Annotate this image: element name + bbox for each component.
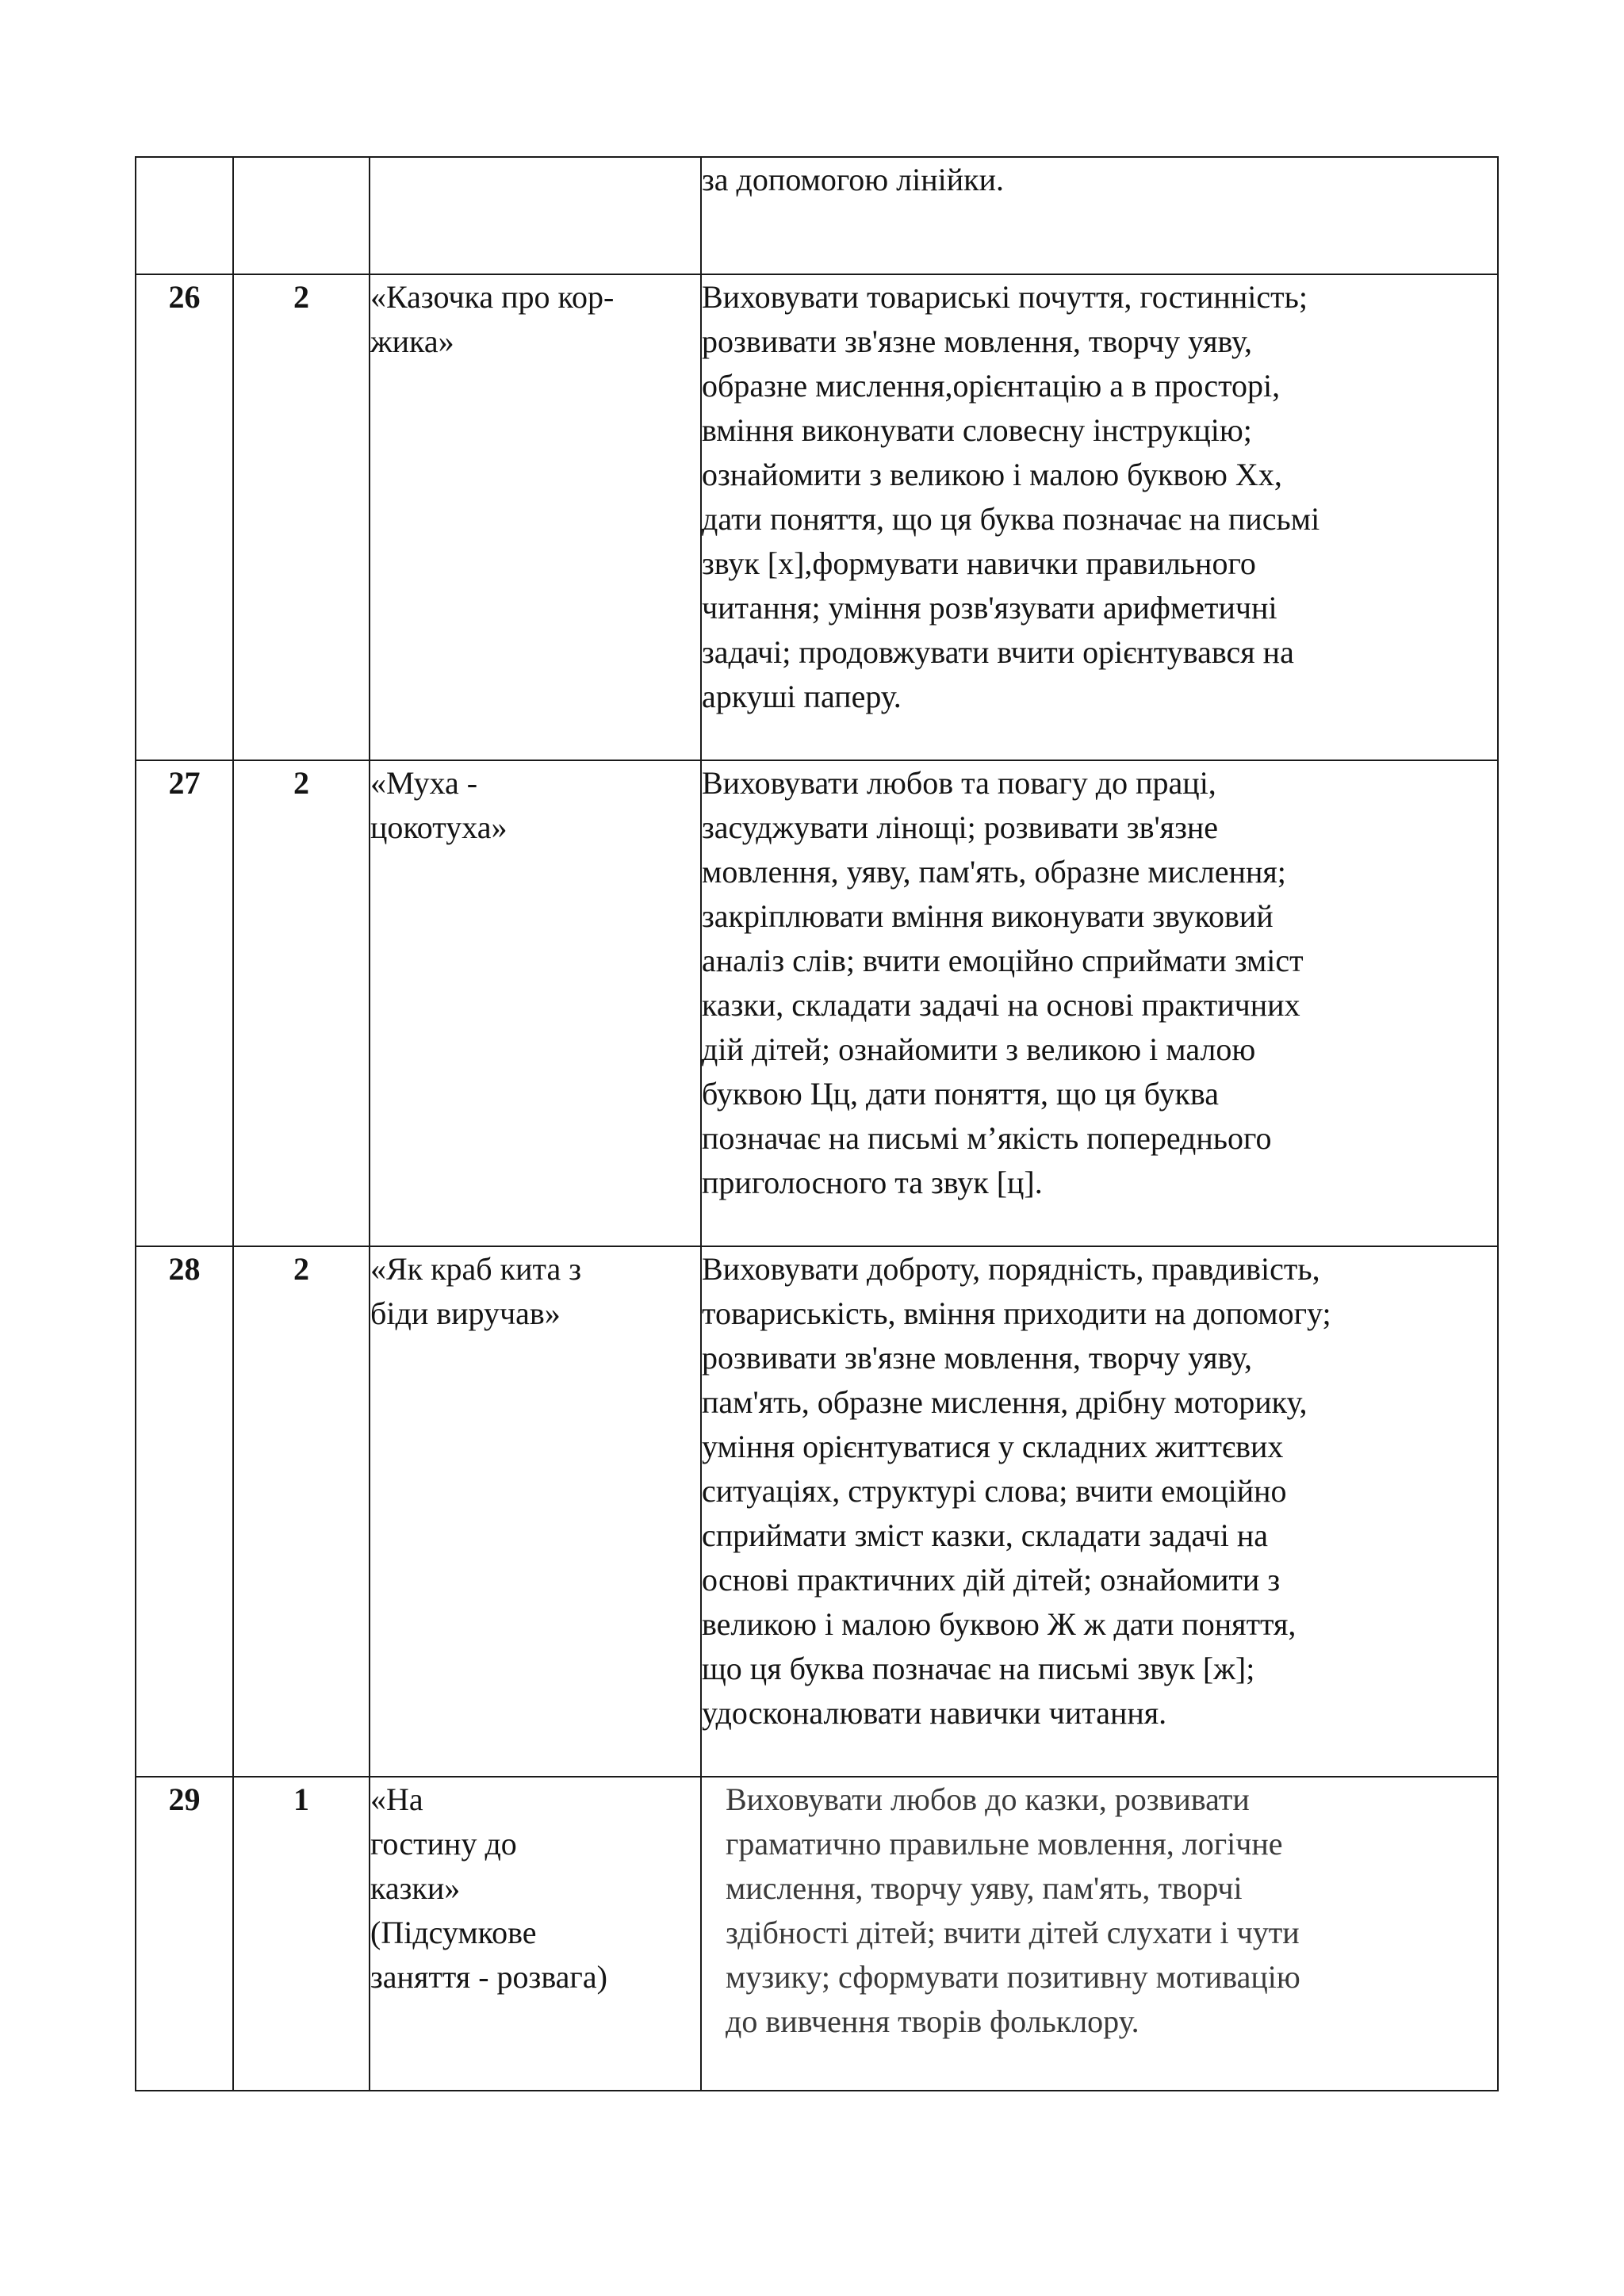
lesson-title-cell	[370, 274, 701, 760]
lesson-number-cell	[136, 274, 233, 760]
hours-cell	[233, 157, 370, 274]
lesson-number: 29	[168, 1781, 201, 1817]
lesson-goals-cell	[701, 1246, 1498, 1777]
lesson-number: 26	[168, 279, 201, 315]
lesson-goals-cell	[701, 760, 1498, 1246]
hours-cell	[233, 760, 370, 1246]
lesson-goals-cell	[701, 1777, 1498, 2091]
lesson-title-cell	[370, 1246, 701, 1777]
lesson-title: «Муха - цокотуха»	[370, 765, 508, 845]
table-row	[136, 1246, 1498, 1777]
lesson-number-cell	[136, 760, 233, 1246]
lesson-number-cell	[136, 1246, 233, 1777]
lesson-hours: 2	[293, 765, 309, 801]
lesson-title-cell	[370, 1777, 701, 2091]
lesson-hours: 1	[293, 1781, 309, 1817]
lesson-goals: Виховувати доброту, порядність, правдивість, товариськість, вміння приходити на допомогу; розвивати зв'язне мовлення, творчу уяву, пам'ять, образне мислення, дрібну моторику, уміння орієнтуватися у складних життєвих ситуаціях, структурі слова; вчити емоційно сприймати зміст казки, складати задачі на основі практичних дій дітей; ознайомити з великою і малою буквою Ж ж дати поняття, що ця буква позначає на письмі звук [ж]; удосконалювати навички читання.	[702, 1251, 1331, 1731]
lesson-number-cell	[136, 157, 233, 274]
table-row	[136, 157, 1498, 274]
lesson-title: «На гостину до казки» (Підсумкове заняття - розвага)	[370, 1781, 607, 1995]
lesson-goals: за допомогою лінійки.	[702, 162, 1004, 197]
lesson-goals-cell	[701, 157, 1498, 274]
lesson-title: «Казочка про кор- жика»	[370, 279, 615, 359]
table-row	[136, 1777, 1498, 2091]
lesson-hours: 2	[293, 1251, 309, 1287]
lesson-goals: Виховувати любов до казки, розвивати граматично правильне мовлення, логічне мислення, творчу уяву, пам'ять, творчі здібності дітей; вчити дітей слухати і чути музику; сформувати позитивну мотивацію до вивчення творів фольклору.	[726, 1781, 1300, 2039]
lesson-hours: 2	[293, 279, 309, 315]
lesson-title-cell	[370, 760, 701, 1246]
lesson-number-cell	[136, 1777, 233, 2091]
lesson-number: 27	[168, 765, 201, 801]
table-row	[136, 760, 1498, 1246]
hours-cell	[233, 274, 370, 760]
lesson-title: «Як краб кита з біди виручав»	[370, 1251, 582, 1331]
hours-cell	[233, 1246, 370, 1777]
hours-cell	[233, 1777, 370, 2091]
lesson-goals: Виховувати товариські почуття, гостинність; розвивати зв'язне мовлення, творчу уяву, образне мислення,орієнтацію а в просторі, вміння виконувати словесну інструкцію; ознайомити з великою і малою буквою Хх, дати поняття, що ця буква позначає на письмі звук [х],формувати навички правильного читання; уміння розв'язувати арифметичні задачі; продовжувати вчити орієнтувався на аркуші паперу.	[702, 279, 1320, 714]
lesson-goals-cell	[701, 274, 1498, 760]
table-row	[136, 274, 1498, 760]
lesson-goals: Виховувати любов та повагу до праці, засуджувати лінощі; розвивати зв'язне мовлення, уяву, пам'ять, образне мислення; закріплювати вміння виконувати звуковий аналіз слів; вчити емоційно сприймати зміст казки, складати задачі на основі практичних дій дітей; ознайомити з великою і малою буквою Цц, дати поняття, що ця буква позначає на письмі м’якість попереднього приголосного та звук [ц].	[702, 765, 1304, 1200]
lesson-plan-table	[135, 156, 1499, 2091]
lesson-title-cell	[370, 157, 701, 274]
lesson-number: 28	[168, 1251, 201, 1287]
